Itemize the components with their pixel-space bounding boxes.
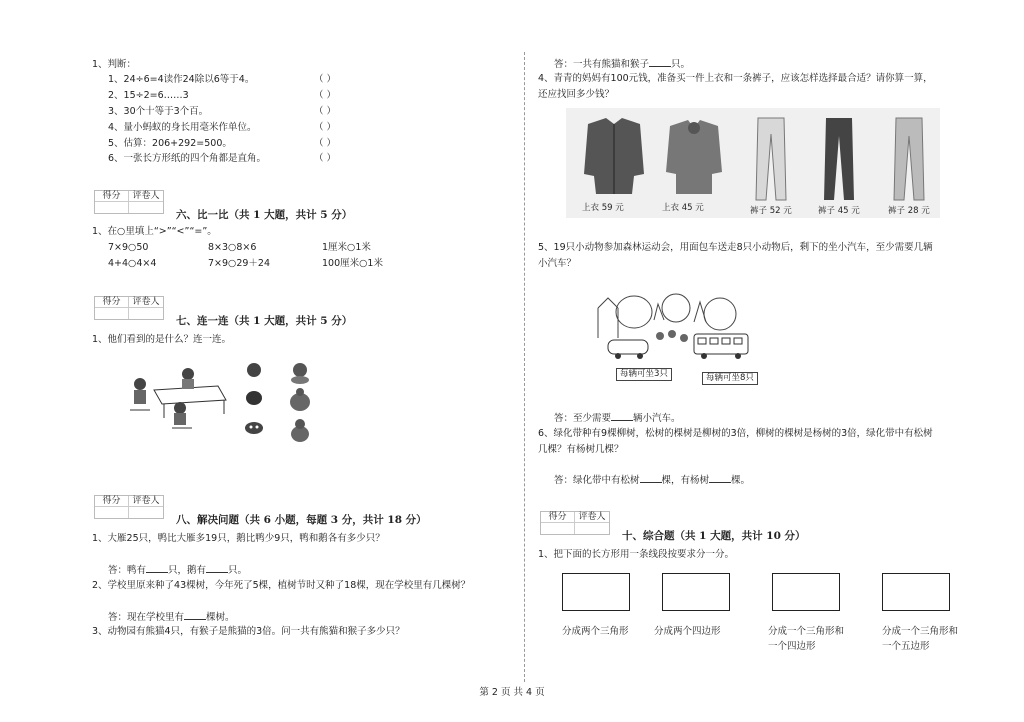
answer-text: 棵树。 [206,612,235,623]
answer-blank[interactable] [709,473,731,483]
answer-text: 棵，有杨树 [661,475,710,486]
q5-line1: 5、19只小动物参加森林运动会，用面包车送走8只小动物后，剩下的坐小汽车，至少需要几辆 [538,242,933,253]
grader-label: 评卷人 [575,512,609,523]
section8-a1 [108,563,247,577]
compare-item: 8×3○8×6 [208,242,257,253]
section7-question: 1、他们看到的是什么？连一连。 [92,334,232,345]
rect-label: 一个四边形 [768,641,816,652]
rect-label: 分成两个三角形 [562,626,629,637]
section8-q1: 1、大雁25只，鸭比大雁多19只，鹅比鸭少9只，鸭和鹅各有多少只？ [92,533,385,544]
answer-text: 只。 [228,565,248,576]
rectangle-3[interactable] [772,573,840,611]
answer-paren: （ ） [314,138,337,149]
score-box [94,296,164,320]
grader-cell[interactable] [575,523,609,534]
bus-capacity-sign: 每辆可坐8只 [702,372,758,385]
score-box [94,190,164,214]
judge-item: 3、30个十等于3个百。 [108,106,209,117]
answer-blank[interactable] [611,411,633,421]
section6-question: 1、在○里填上“>”“<”“=”。 [92,226,217,237]
rect-label: 一个五边形 [882,641,930,652]
score-label: 得分 [541,512,575,523]
answer-text: 答：现在学校里有 [108,612,185,623]
price-label: 上衣 59 元 [582,203,624,213]
section8-heading: 八、解决问题（共 6 小题，每题 3 分，共计 18 分） [176,514,427,526]
price-label: 上衣 45 元 [662,203,704,213]
grader-label: 评卷人 [129,297,163,308]
right-column [538,0,968,680]
rectangle-1[interactable] [562,573,630,611]
price-label: 裤子 52 元 [750,206,792,216]
grader-cell[interactable] [129,202,163,213]
price-label: 裤子 28 元 [888,206,930,216]
section6-heading: 六、比一比（共 1 大题，共计 5 分） [176,209,353,221]
grader-cell[interactable] [129,507,163,518]
child-head-views [242,362,272,442]
answer-text: 只，鹅有 [168,565,207,576]
vehicles-illustration [594,290,758,366]
answer-blank[interactable] [649,57,671,67]
answer-text: 答：鸭有 [108,565,147,576]
compare-item: 100厘米○1米 [322,258,383,269]
section10-heading: 十、综合题（共 1 大题，共计 10 分） [622,530,806,542]
score-cell[interactable] [95,202,129,213]
judge-item: 2、15÷2=6……3 [108,90,189,101]
answer-paren: （ ） [314,90,337,101]
rectangle-2[interactable] [662,573,730,611]
clothes-illustration [572,114,934,202]
q6-answer [554,473,750,487]
section8-a2 [108,610,235,624]
answer-paren: （ ） [314,106,337,117]
answer-text: 棵。 [731,475,751,486]
score-box [94,495,164,519]
answer-paren: （ ） [314,153,337,164]
score-label: 得分 [95,191,129,202]
grader-label: 评卷人 [129,496,163,507]
score-label: 得分 [95,496,129,507]
judge-item: 5、估算：206+292=500。 [108,138,232,149]
rect-label: 分成一个三角形和 [882,626,959,637]
answer-text: 只。 [671,59,691,70]
q3-answer [554,57,690,71]
grader-label: 评卷人 [129,191,163,202]
page-footer: 第 2 页 共 4 页 [479,687,545,698]
answer-paren: （ ） [314,122,337,133]
compare-item: 4+4○4×4 [108,258,157,269]
answer-paren: （ ） [314,74,337,85]
q6-line2: 几棵？有杨树几棵？ [538,444,624,455]
section8-q3: 3、动物园有熊猫4只，有猴子是熊猫的3倍。问一共有熊猫和猴子多少只？ [92,626,405,637]
score-cell[interactable] [95,308,129,319]
rect-label: 分成两个四边形 [654,626,721,637]
answer-blank[interactable] [640,473,662,483]
q4-line2: 还应找回多少钱？ [538,89,615,100]
score-cell[interactable] [541,523,575,534]
judge-title: 1、判断： [92,59,137,70]
q4-line1: 4、青青的妈妈有100元钱，准备买一件上衣和一条裤子，应该怎样选择最合适？请你算一算， [538,73,933,84]
section10-question: 1、把下面的长方形用一条线段按要求分一分。 [538,549,735,560]
answer-text: 答：绿化带中有松树 [554,475,640,486]
toy-objects [288,362,318,446]
answer-text: 答：一共有熊猫和猴子 [554,59,650,70]
score-box [540,511,610,535]
rectangle-4[interactable] [882,573,950,611]
compare-item: 7×9○29＋24 [208,258,271,269]
judge-item: 4、量小蚂蚁的身长用毫米作单位。 [108,122,257,133]
compare-item: 7×9○50 [108,242,149,253]
price-label: 裤子 45 元 [818,206,860,216]
rect-label: 分成一个三角形和 [768,626,845,637]
score-label: 得分 [95,297,129,308]
judge-item: 1、24÷6=4读作24除以6等于4。 [108,74,255,85]
q6-line1: 6、绿化带种有9棵柳树，松树的棵树是柳树的3倍，柳树的棵树是杨树的3倍，绿化带中有松树 [538,428,933,439]
q5-answer [554,411,681,425]
answer-text: 答：至少需要 [554,413,612,424]
compare-item: 1厘米○1米 [322,242,371,253]
answer-blank[interactable] [206,563,228,573]
grader-cell[interactable] [129,308,163,319]
answer-blank[interactable] [184,610,206,620]
q5-line2: 小汽车？ [538,258,577,269]
car-capacity-sign: 每辆可坐3只 [616,368,672,381]
section7-heading: 七、连一连（共 1 大题，共计 5 分） [176,315,353,327]
answer-blank[interactable] [146,563,168,573]
left-column [92,0,512,680]
answer-text: 辆小汽车。 [633,413,681,424]
score-cell[interactable] [95,507,129,518]
column-divider [524,52,525,682]
judge-item: 6、一张长方形纸的四个角都是直角。 [108,153,267,164]
section8-q2: 2、学校里原来种了43棵树，今年死了5棵，植树节时又种了18棵，现在学校里有几棵树？ [92,580,471,591]
